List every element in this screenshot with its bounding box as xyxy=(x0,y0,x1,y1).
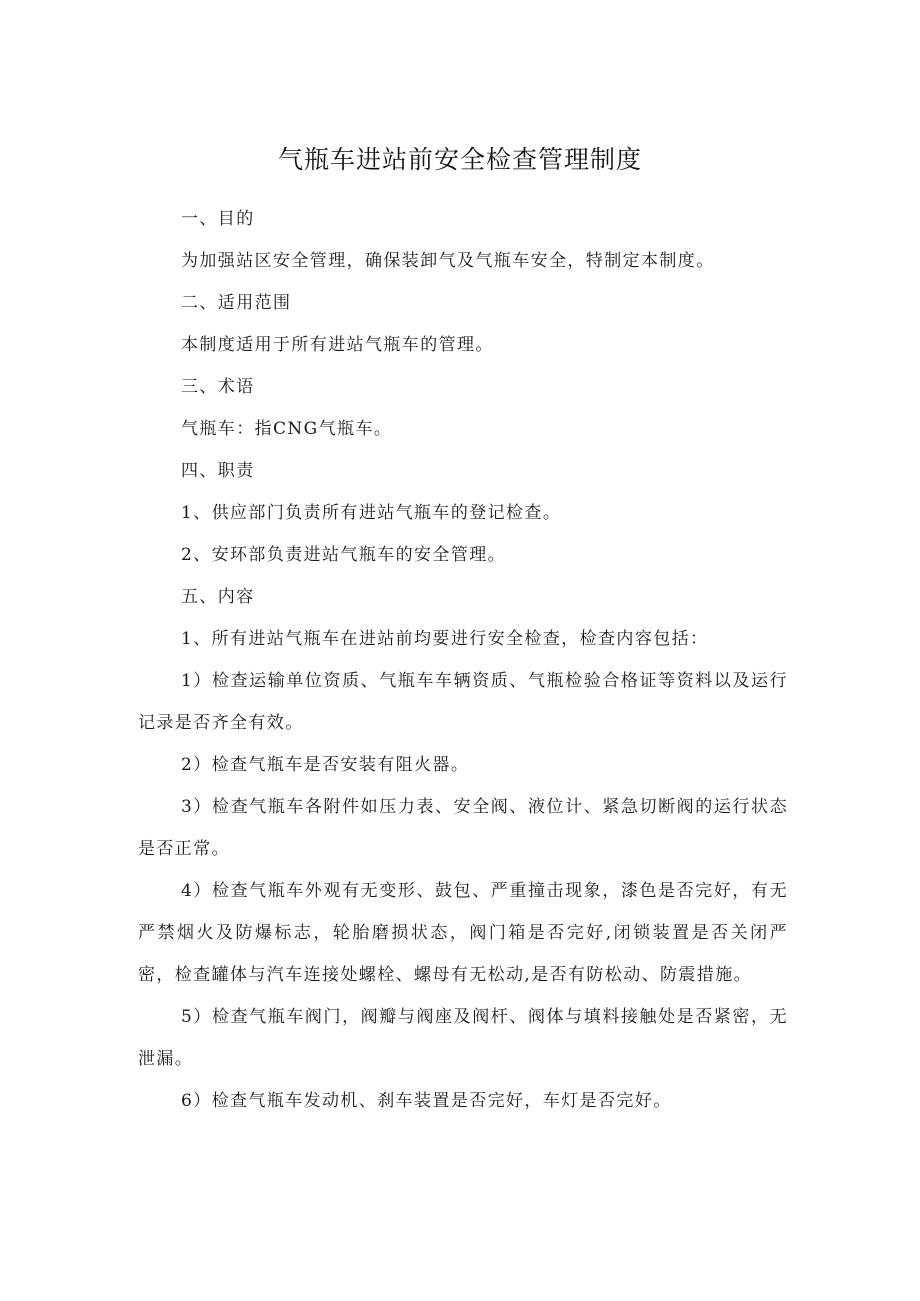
document-title: 气瓶车进站前安全检查管理制度 xyxy=(277,145,642,174)
check-item-1: 1）检查运输单位资质、气瓶车车辆资质、气瓶检验合格证等资料以及运行记录是否齐全有效。 xyxy=(138,671,788,733)
section-heading-purpose: 一、目的 xyxy=(181,209,255,229)
paragraph-duty-1: 1、供应部门负责所有进站气瓶车的登记检查。 xyxy=(181,503,562,523)
document-body xyxy=(138,198,788,1122)
section-heading-duties: 四、职责 xyxy=(181,461,255,481)
paragraph-purpose: 为加强站区安全管理，确保装卸气及气瓶车安全，特制定本制度。 xyxy=(181,251,715,271)
check-item-5: 5）检查气瓶车阀门，阀瓣与阀座及阀杆、阀体与填料接触处是否紧密，无泄漏。 xyxy=(138,1007,788,1069)
check-item-4: 4）检查气瓶车外观有无变形、鼓包、严重撞击现象，漆色是否完好，有无严禁烟火及防爆标志，轮胎磨损状态，阀门箱是否完好,闭锁装置是否关闭严密，检查罐体与汽车连接处螺栓、螺母有无松动,是否有防松动、防震措施。 xyxy=(138,881,788,985)
paragraph-scope: 本制度适用于所有进站气瓶车的管理。 xyxy=(181,335,494,355)
section-heading-scope: 二、适用范围 xyxy=(181,293,292,313)
section-heading-terms: 三、术语 xyxy=(181,377,255,397)
section-heading-content: 五、内容 xyxy=(181,587,255,607)
paragraph-content-1: 1、所有进站气瓶车在进站前均要进行安全检查，检查内容包括： xyxy=(181,629,709,649)
check-item-3: 3）检查气瓶车各附件如压力表、安全阀、液位计、紧急切断阀的运行状态是否正常。 xyxy=(138,797,788,859)
check-item-6: 6）检查气瓶车发动机、刹车装置是否完好，车灯是否完好。 xyxy=(181,1091,672,1111)
paragraph-terms: 气瓶车：指CNG气瓶车。 xyxy=(181,419,393,439)
paragraph-duty-2: 2、安环部负责进站气瓶车的安全管理。 xyxy=(181,545,507,565)
check-item-2: 2）检查气瓶车是否安装有阻火器。 xyxy=(181,755,470,775)
